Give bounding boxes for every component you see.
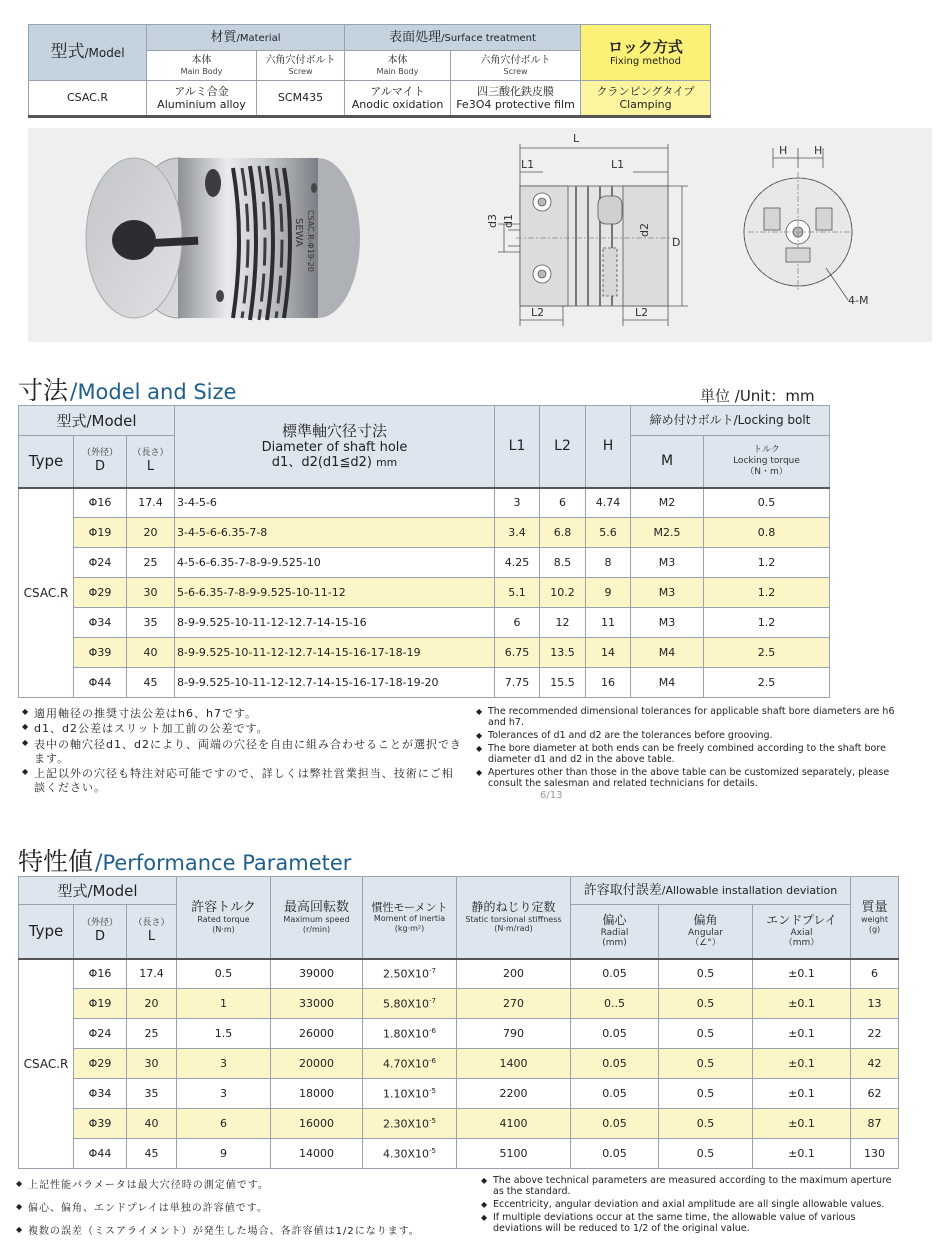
perf-speed-cell: 18000 [271, 1079, 363, 1109]
perf-speed-cell: 20000 [271, 1049, 363, 1079]
perf-model-header: 型式/Model [19, 877, 177, 905]
size-torque-cell: 1.2 [704, 548, 830, 578]
table-row [19, 1139, 899, 1169]
size-torque-cell: 1.2 [704, 608, 830, 638]
size-l2-cell: 13.5 [540, 638, 586, 668]
size-len-cell: 20 [127, 518, 175, 548]
inertia-base: 4.70X10 [382, 1057, 430, 1071]
perf-angular-cell: 0.5 [659, 1109, 753, 1139]
size-bore-cell: 5-6-6.35-7-8-9-9.525-10-11-12 [175, 578, 495, 608]
perf-len-header: （長さ） L [127, 905, 177, 959]
size-bore-header: 標準軸穴径寸法 Diameter of shaft hole d1、d2(d1≦d2) mm [175, 406, 495, 488]
size-bore-cell: 4-5-6-6.35-7-8-9-9.525-10 [175, 548, 495, 578]
size-len-cell: 45 [127, 668, 175, 698]
size-len-cell: 35 [127, 608, 175, 638]
perf-note-en: ◆ If multiple deviations occur at the same time, the allowable value of various deviations will be reduced to 1/2 of the original value. [481, 1213, 901, 1235]
spec-surface-body-sub: 本体 Main Body [345, 51, 451, 81]
perf-od-cell: Φ24 [74, 1019, 127, 1049]
size-unit: 単位 /Unit：mm [700, 387, 815, 405]
size-torque-cell: 2.5 [704, 668, 830, 698]
perf-stiff-cell: 1400 [457, 1049, 571, 1079]
table-row [19, 668, 830, 698]
dim-L1-right: L1 [611, 158, 625, 171]
spec-material-screw-value: SCM435 [257, 81, 345, 117]
size-h-header: H [586, 406, 631, 488]
perf-radial-cell: 0.05 [571, 1139, 659, 1169]
perf-len-cell: 17.4 [127, 959, 177, 989]
size-od-cell: Φ24 [74, 548, 127, 578]
perf-axial-cell: ±0.1 [753, 1079, 851, 1109]
perf-len-cell: 35 [127, 1079, 177, 1109]
perf-inertia-cell [363, 1139, 457, 1169]
perf-note-en: ◆ The above technical parameters are measured according to the maximum aperture as the standard. [481, 1176, 901, 1198]
perf-notes-en [481, 1176, 901, 1237]
perf-type-header: Type [19, 905, 74, 959]
size-l2-cell: 10.2 [540, 578, 586, 608]
size-note-en: ◆ The bore diameter at both ends can be freely combined according to the shaft bore diameter d1 and d2 in the above table. [476, 744, 896, 766]
size-bore-cell: 3-4-5-6-6.35-7-8 [175, 518, 495, 548]
size-torque-cell: 2.5 [704, 638, 830, 668]
size-notes-jp [22, 707, 462, 797]
perf-torque-header: 許容トルク Rated torque (N·m) [177, 877, 271, 959]
perf-speed-header: 最高回転数 Maximum speed (r/min) [271, 877, 363, 959]
inertia-exponent: -5 [429, 1086, 436, 1095]
perf-angular-cell: 0.5 [659, 959, 753, 989]
spec-material-body-value: アルミ合金 Aluminium alloy [147, 81, 257, 117]
inertia-base: 1.80X10 [382, 1027, 430, 1041]
perf-axial-header: エンドプレイ Axial （mm） [753, 905, 851, 959]
perf-speed-cell: 39000 [271, 959, 363, 989]
photo-engraving-brand: SEWA [293, 218, 304, 247]
perf-torque-cell: 9 [177, 1139, 271, 1169]
table-row [19, 1079, 899, 1109]
perf-stiff-cell: 790 [457, 1019, 571, 1049]
size-bore-cell: 8-9-9.525-10-11-12-12.7-14-15-16 [175, 608, 495, 638]
spec-lock-value: クランピングタイプ Clamping [581, 81, 711, 117]
perf-stiff-header: 静的ねじり定数 Static torsional stiffness (N·m/rad) [457, 877, 571, 959]
perf-deviation-header: 許容取付誤差/Allowable installation deviation [571, 877, 851, 905]
end-view-drawing [744, 144, 868, 307]
spec-material-screw-sub: 六角穴付ボルト Screw [257, 51, 345, 81]
perf-axial-cell: ±0.1 [753, 989, 851, 1019]
perf-od-cell: Φ34 [74, 1079, 127, 1109]
perf-torque-cell: 3 [177, 1049, 271, 1079]
spec-model-header: 型式/Model [29, 25, 147, 81]
size-od-header: （外径） D [74, 436, 127, 488]
inertia-base: 4.30X10 [382, 1147, 430, 1161]
inertia-base: 2.50X10 [382, 967, 430, 981]
size-note-jp: ◆ d1、d2公差はスリット加工前の公差です。 [22, 722, 462, 736]
perf-od-cell: Φ29 [74, 1049, 127, 1079]
perf-stiff-cell: 200 [457, 959, 571, 989]
table-row [19, 1019, 899, 1049]
perf-weight-cell: 62 [851, 1079, 899, 1109]
size-section-title: 寸法/Model and Size [18, 376, 237, 405]
perf-len-cell: 45 [127, 1139, 177, 1169]
dim-4M: 4-M [848, 294, 869, 307]
coupling-photo [86, 158, 360, 320]
inertia-base: 5.80X10 [382, 997, 430, 1011]
spec-lock-header: ロック方式 Fixing method [581, 25, 711, 81]
size-note-en: ◆ Tolerances of d1 and d2 are the tolerances before grooving. [476, 731, 896, 742]
perf-inertia-cell [363, 1109, 457, 1139]
size-l2-cell: 8.5 [540, 548, 586, 578]
size-note-en: ◆ The recommended dimensional tolerances for applicable shaft bore diameters are h6 and h7. [476, 707, 896, 729]
size-m-cell: M2 [631, 488, 704, 518]
size-od-cell: Φ29 [74, 578, 127, 608]
perf-stiff-cell: 2200 [457, 1079, 571, 1109]
perf-speed-cell: 26000 [271, 1019, 363, 1049]
size-m-header: M [631, 436, 704, 488]
size-l2-cell: 15.5 [540, 668, 586, 698]
perf-len-cell: 20 [127, 989, 177, 1019]
perf-od-header: （外径） D [74, 905, 127, 959]
size-od-cell: Φ44 [74, 668, 127, 698]
perf-od-cell: Φ19 [74, 989, 127, 1019]
perf-radial-header: 偏心 Radial (mm) [571, 905, 659, 959]
perf-radial-cell: 0.05 [571, 1019, 659, 1049]
size-torque-cell: 1.2 [704, 578, 830, 608]
perf-angular-cell: 0.5 [659, 1019, 753, 1049]
size-type-header: Type [19, 436, 74, 488]
size-bore-cell: 8-9-9.525-10-11-12-12.7-14-15-16-17-18-19-20 [175, 668, 495, 698]
size-h-cell: 4.74 [586, 488, 631, 518]
perf-inertia-cell [363, 959, 457, 989]
size-l2-header: L2 [540, 406, 586, 488]
table-row [19, 578, 830, 608]
perf-stiff-cell: 270 [457, 989, 571, 1019]
table-row [19, 989, 899, 1019]
size-h-cell: 16 [586, 668, 631, 698]
table-row [19, 638, 830, 668]
size-table [18, 405, 830, 698]
size-l1-cell: 3.4 [495, 518, 540, 548]
size-m-cell: M3 [631, 548, 704, 578]
perf-od-cell: Φ39 [74, 1109, 127, 1139]
size-m-cell: M4 [631, 668, 704, 698]
perf-speed-cell: 33000 [271, 989, 363, 1019]
inertia-exponent: -5 [429, 1116, 436, 1125]
table-row [19, 518, 830, 548]
size-m-cell: M4 [631, 638, 704, 668]
size-h-cell: 5.6 [586, 518, 631, 548]
product-figure-svg [28, 128, 932, 342]
perf-speed-cell: 16000 [271, 1109, 363, 1139]
inertia-base: 1.10X10 [382, 1087, 430, 1101]
table-row [19, 1049, 899, 1079]
perf-len-cell: 25 [127, 1019, 177, 1049]
table-row [19, 488, 830, 518]
size-torque-cell: 0.5 [704, 488, 830, 518]
perf-stiff-cell: 4100 [457, 1109, 571, 1139]
size-len-cell: 40 [127, 638, 175, 668]
perf-inertia-header: 慣性モーメント Moment of inertia (kg·m²) [363, 877, 457, 959]
perf-od-cell: Φ16 [74, 959, 127, 989]
size-od-cell: Φ16 [74, 488, 127, 518]
perf-angular-cell: 0.5 [659, 1079, 753, 1109]
size-od-cell: Φ19 [74, 518, 127, 548]
size-l2-cell: 12 [540, 608, 586, 638]
perf-radial-cell: 0..5 [571, 989, 659, 1019]
inertia-exponent: -6 [429, 1026, 436, 1035]
size-type-cell: CSAC.R [19, 488, 74, 698]
inertia-exponent: -6 [429, 1056, 436, 1065]
inertia-exponent: -5 [429, 1146, 436, 1155]
spec-material-body-sub: 本体 Main Body [147, 51, 257, 81]
perf-od-cell: Φ44 [74, 1139, 127, 1169]
table-row [19, 548, 830, 578]
size-l1-header: L1 [495, 406, 540, 488]
size-model-header: 型式/Model [19, 406, 175, 436]
perf-axial-cell: ±0.1 [753, 1139, 851, 1169]
size-len-cell: 25 [127, 548, 175, 578]
perf-weight-cell: 42 [851, 1049, 899, 1079]
size-torque-header: トルク Locking torque （N・m） [704, 436, 830, 488]
size-h-cell: 8 [586, 548, 631, 578]
dim-H-right: H [814, 144, 823, 157]
size-h-cell: 11 [586, 608, 631, 638]
size-l1-cell: 4.25 [495, 548, 540, 578]
size-l1-cell: 6 [495, 608, 540, 638]
spec-table [28, 24, 711, 118]
perf-inertia-cell [363, 1049, 457, 1079]
size-note-jp: ◆ 適用軸径の推奨寸法公差はh6、h7です。 [22, 707, 462, 721]
size-bolt-header: 締め付けボルト/Locking bolt [631, 406, 830, 436]
perf-torque-cell: 1 [177, 989, 271, 1019]
perf-angular-header: 偏角 Angular （∠°） [659, 905, 753, 959]
inertia-base: 2.30X10 [382, 1117, 430, 1131]
perf-axial-cell: ±0.1 [753, 1109, 851, 1139]
size-bore-cell: 8-9-9.525-10-11-12-12.7-14-15-16-17-18-19 [175, 638, 495, 668]
dim-d1: d1 [502, 214, 515, 228]
size-l1-cell: 5.1 [495, 578, 540, 608]
size-m-cell: M2.5 [631, 518, 704, 548]
perf-weight-cell: 13 [851, 989, 899, 1019]
size-len-cell: 30 [127, 578, 175, 608]
size-len-cell: 17.4 [127, 488, 175, 518]
perf-note-jp: ◆ 複数の誤差（ミスアライメント）が発生した場合、各許容値は1/2になります。 [16, 1221, 476, 1243]
size-od-cell: Φ34 [74, 608, 127, 638]
perf-len-cell: 40 [127, 1109, 177, 1139]
perf-stiff-cell: 5100 [457, 1139, 571, 1169]
perf-weight-cell: 130 [851, 1139, 899, 1169]
perf-axial-cell: ±0.1 [753, 1019, 851, 1049]
size-l1-cell: 3 [495, 488, 540, 518]
perf-angular-cell: 0.5 [659, 1139, 753, 1169]
table-row [19, 1109, 899, 1139]
table-row [19, 608, 830, 638]
page-number: 6/13 [540, 790, 563, 801]
inertia-exponent: -7 [429, 966, 436, 975]
product-figure-panel [28, 128, 932, 342]
perf-radial-cell: 0.05 [571, 1049, 659, 1079]
perf-notes-jp [16, 1175, 476, 1244]
table-row [19, 959, 899, 989]
perf-section-title: 特性値/Performance Parameter [18, 847, 352, 876]
spec-model-value: CSAC.R [29, 81, 147, 117]
perf-type-cell: CSAC.R [19, 959, 74, 1169]
perf-torque-cell: 1.5 [177, 1019, 271, 1049]
spec-material-header: 材質/Material [147, 25, 345, 51]
size-note-jp: ◆ 上記以外の穴径も特注対応可能ですので、詳しくは弊社営業担当、技術にご相談ください。 [22, 767, 462, 796]
perf-angular-cell: 0.5 [659, 989, 753, 1019]
side-view-drawing [486, 132, 688, 326]
size-torque-cell: 0.8 [704, 518, 830, 548]
perf-table [18, 876, 899, 1169]
dim-L2-right: L2 [635, 306, 649, 319]
size-m-cell: M3 [631, 578, 704, 608]
perf-angular-cell: 0.5 [659, 1049, 753, 1079]
perf-weight-cell: 87 [851, 1109, 899, 1139]
size-od-cell: Φ39 [74, 638, 127, 668]
size-note-en: ◆ Apertures other than those in the above table can be customized separately, please consult the salesman and related technicians for details. [476, 768, 896, 790]
size-l2-cell: 6 [540, 488, 586, 518]
inertia-exponent: -7 [429, 996, 436, 1005]
dim-L1-left: L1 [521, 158, 535, 171]
perf-radial-cell: 0.05 [571, 1109, 659, 1139]
perf-len-cell: 30 [127, 1049, 177, 1079]
size-h-cell: 14 [586, 638, 631, 668]
spec-surface-screw-value: 四三酸化鉄皮膜 Fe3O4 protective film [451, 81, 581, 117]
perf-note-jp: ◆ 偏心、偏角、エンドプレイは単独の許容値です。 [16, 1198, 476, 1220]
perf-axial-cell: ±0.1 [753, 1049, 851, 1079]
size-l1-cell: 7.75 [495, 668, 540, 698]
perf-inertia-cell [363, 989, 457, 1019]
dim-L: L [573, 132, 580, 145]
perf-note-en: ◆ Eccentricity, angular deviation and axial amplitude are all single allowable values. [481, 1200, 901, 1211]
size-l1-cell: 6.75 [495, 638, 540, 668]
perf-inertia-cell [363, 1019, 457, 1049]
dim-D: D [672, 236, 681, 249]
perf-inertia-cell [363, 1079, 457, 1109]
perf-torque-cell: 6 [177, 1109, 271, 1139]
spec-surface-body-value: アルマイト Anodic oxidation [345, 81, 451, 117]
dim-L2-left: L2 [531, 306, 545, 319]
perf-weight-cell: 22 [851, 1019, 899, 1049]
perf-radial-cell: 0.05 [571, 1079, 659, 1109]
spec-surface-header: 表面処理/Surface treatment [345, 25, 581, 51]
spec-surface-screw-sub: 六角穴付ボルト Screw [451, 51, 581, 81]
perf-radial-cell: 0.05 [571, 959, 659, 989]
perf-weight-header: 質量 weight (g) [851, 877, 899, 959]
size-h-cell: 9 [586, 578, 631, 608]
photo-engraving-model: CSAC.R-Φ19-20 [306, 210, 315, 272]
perf-speed-cell: 14000 [271, 1139, 363, 1169]
size-note-jp: ◆ 表中の軸穴径d1、d2により、両端の穴径を自由に組み合わせることが選択できます。 [22, 738, 462, 767]
size-l2-cell: 6.8 [540, 518, 586, 548]
perf-torque-cell: 0.5 [177, 959, 271, 989]
size-m-cell: M3 [631, 608, 704, 638]
dim-d2: d2 [638, 223, 651, 237]
dim-H-left: H [779, 144, 788, 157]
dim-d3: d3 [486, 214, 499, 228]
perf-axial-cell: ±0.1 [753, 959, 851, 989]
perf-weight-cell: 6 [851, 959, 899, 989]
size-len-header: （長さ） L [127, 436, 175, 488]
size-bore-cell: 3-4-5-6 [175, 488, 495, 518]
perf-note-jp: ◆ 上記性能パラメータは最大穴径時の測定値です。 [16, 1175, 476, 1197]
size-notes-en [476, 707, 896, 791]
perf-torque-cell: 3 [177, 1079, 271, 1109]
